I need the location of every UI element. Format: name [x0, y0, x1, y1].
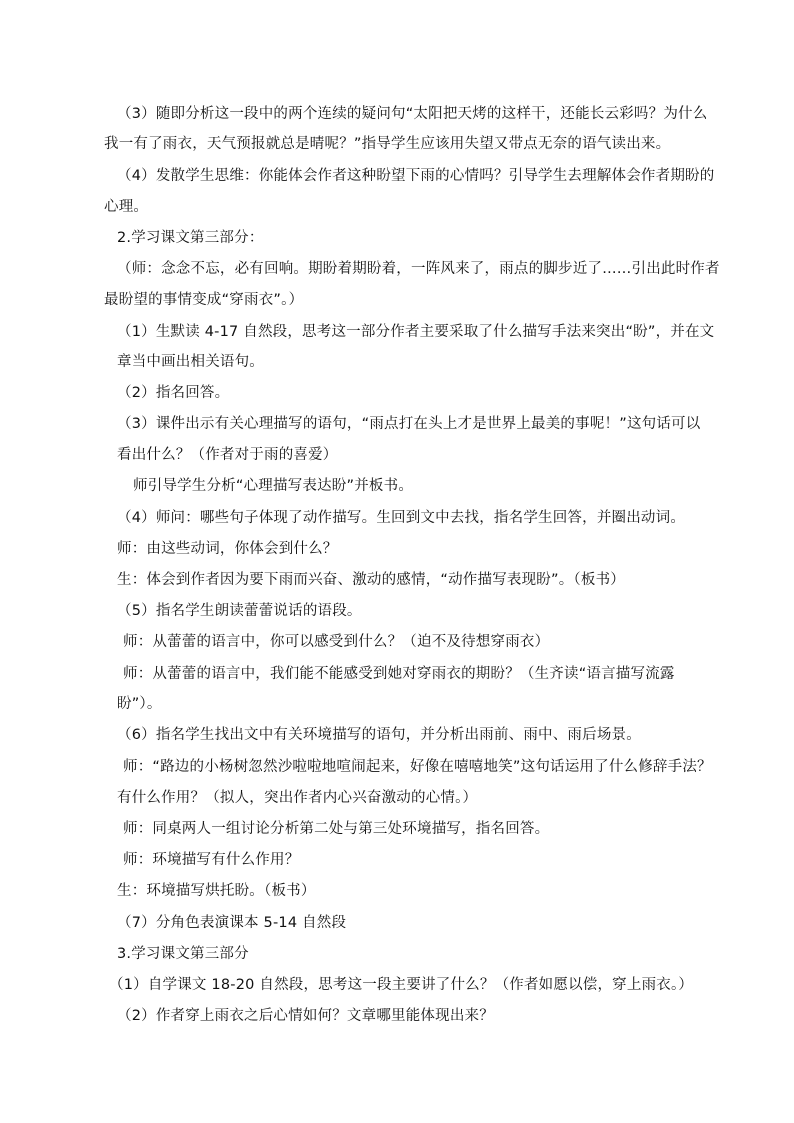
paragraph-line: （2）指名回答。 [117, 385, 230, 401]
paragraph-line: （4）师问：哪些句子体现了动作描写。生回到文中去找，指名学生回答，并圈出动词。 [117, 510, 686, 526]
paragraph-line: 最盼望的事情变成“穿雨衣”。） [104, 292, 304, 308]
paragraph-line: （师：念念不忘，必有回响。期盼着期盼着，一阵风来了，雨点的脚步近了……引出此时作者 [117, 261, 720, 277]
paragraph-line: 师引导学生分析“心理描写表达盼”并板书。 [133, 478, 414, 494]
paragraph-line: 章当中画出相关语句。 [117, 354, 264, 370]
paragraph-line: （3）课件出示有关心理描写的语句，“雨点打在头上才是世界上最美的事呢！”这句话可以 [117, 416, 701, 432]
paragraph-line: 我一有了雨衣，天气预报就总是晴呢？”指导学生应该用失望又带点无奈的语气读出来。 [104, 136, 671, 152]
paragraph-line: 生：体会到作者因为要下雨而兴奋、激动的感情，“动作描写表现盼”。（板书） [117, 572, 625, 588]
paragraph-line: （4）发散学生思维：你能体会作者这种盼望下雨的心情吗？引导学生去理解体会作者期盼的 [117, 168, 715, 184]
paragraph-line: （5）指名学生朗读蕾蕾说话的语段。 [117, 603, 362, 619]
paragraph-line: 盼”）。 [117, 696, 162, 712]
paragraph-line: （7）分角色表演课本 5-14 自然段 [117, 915, 347, 931]
paragraph-line: （1）自学课文 18-20 自然段，思考这一段主要讲了什么？（作者如愿以偿，穿上雨衣。） [109, 977, 694, 993]
paragraph-line: 看出什么？（作者对于雨的喜爱） [117, 447, 338, 463]
section-heading: 2.学习课文第三部分： [117, 230, 264, 246]
paragraph-line: （3）随即分析这一段中的两个连续的疑问句“太阳把天烤的这样干，还能长云彩吗？为什么 [117, 106, 708, 122]
paragraph-line: （2）作者穿上雨衣之后心情如何？文章哪里能体现出来？ [117, 1008, 494, 1024]
paragraph-line: （1）生默读 4-17 自然段，思考这一部分作者主要采取了什么描写手法来突出“盼”，并在文 [117, 324, 715, 340]
paragraph-line: 师：从蕾蕾的语言中，我们能不能感受到她对穿雨衣的期盼？（生齐读“语言描写流露 [123, 666, 675, 682]
paragraph-line: 生：环境描写烘托盼。（板书） [117, 883, 316, 899]
paragraph-line: 师：“路边的小杨树忽然沙啦啦地喧闹起来，好像在嘻嘻地笑”这句话运用了什么修辞手法？ [123, 759, 712, 775]
paragraph-line: 心理。 [104, 199, 149, 215]
paragraph-line: 师：同桌两人一组讨论分析第二处与第三处环境描写，指名回答。 [123, 821, 550, 837]
paragraph-line: 有什么作用？（拟人，突出作者内心兴奋激动的心情。） [117, 790, 478, 806]
section-heading: 3.学习课文第三部分 [117, 946, 249, 962]
paragraph-line: 师：环境描写有什么作用？ [123, 852, 300, 868]
paragraph-line: 师：由这些动词，你体会到什么？ [117, 541, 338, 557]
paragraph-line: 师：从蕾蕾的语言中，你可以感受到什么？（迫不及待想穿雨衣） [123, 634, 550, 650]
paragraph-line: （6）指名学生找出文中有关环境描写的语句，并分析出雨前、雨中、雨后场景。 [117, 727, 641, 743]
